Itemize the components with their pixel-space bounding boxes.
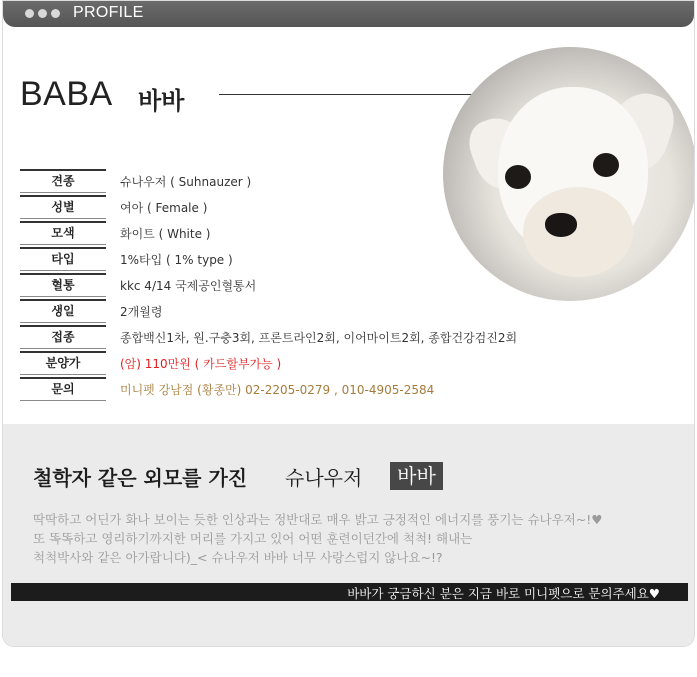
info-row-pedigree (20, 273, 580, 299)
info-value-price: (암) 110만원 ( 카드할부가능 ) (120, 357, 282, 371)
info-row-gender (20, 195, 580, 221)
description-panel (3, 424, 694, 647)
contact-message: 바바가 궁금하신 분은 지금 바로 미니펫으로 문의주세요♥ (347, 586, 660, 601)
info-row-birthday (20, 299, 580, 325)
info-label: 타입 (20, 247, 106, 271)
pet-name-english: BABA (20, 75, 113, 113)
dot-icon (51, 9, 60, 18)
title-divider (219, 94, 481, 95)
profile-card (2, 0, 695, 647)
info-label: 성별 (20, 195, 106, 219)
info-row-breed (20, 169, 580, 195)
info-label: 모색 (20, 221, 106, 245)
description-line: 또 똑똑하고 영리하기까지한 머리를 가지고 있어 어떤 훈련이던간에 척척! 해내는 (33, 531, 473, 546)
info-label: 혈통 (20, 273, 106, 297)
description-line: 딱딱하고 어딘가 화나 보이는 듯한 인상과는 정반대로 매우 밝고 긍정적인 에너지를 풍기는 슈나우저~!♥ (33, 512, 603, 527)
dot-icon (38, 9, 47, 18)
header-bar (3, 1, 694, 27)
info-row-vaccination (20, 325, 580, 351)
description-text (33, 510, 673, 567)
eye-right (593, 153, 619, 177)
headline: 철학자 같은 외모를 가진 (33, 466, 248, 490)
info-value: 슈나우저 ( Suhnauzer ) (120, 175, 252, 189)
headline-name-tag: 바바 (390, 462, 443, 490)
info-value: kkc 4/14 국제공인혈통서 (120, 279, 257, 293)
info-label: 접종 (20, 325, 106, 349)
pet-name-korean: 바바 (138, 87, 185, 115)
description-line: 척척박사와 같은 아가랍니다)_< 슈나우저 바바 너무 사랑스럽지 않나요~!? (33, 550, 443, 565)
info-row-inquiry (20, 377, 580, 403)
info-value-contact: 미니펫 강남점 (황종만) 02-2205-0279 , 010-4905-2584 (120, 383, 435, 397)
headline-breed: 슈나우저 (285, 466, 363, 490)
info-value: 1%타입 ( 1% type ) (120, 253, 233, 267)
contact-bar (11, 583, 688, 601)
window-dots-icon (25, 9, 60, 18)
info-value: 종합백신1차, 원.구충3회, 프론트라인2회, 이어마이트2회, 종합건강검진2회 (120, 331, 518, 345)
header-title: PROFILE (73, 4, 144, 21)
info-value: 2개월령 (120, 305, 163, 319)
info-label: 문의 (20, 377, 106, 401)
info-label: 견종 (20, 169, 106, 193)
dot-icon (25, 9, 34, 18)
info-value: 화이트 ( White ) (120, 227, 211, 241)
info-label: 분양가 (20, 351, 106, 375)
info-label: 생일 (20, 299, 106, 323)
info-row-price (20, 351, 580, 377)
info-row-type (20, 247, 580, 273)
info-value: 여아 ( Female ) (120, 201, 208, 215)
info-row-color (20, 221, 580, 247)
